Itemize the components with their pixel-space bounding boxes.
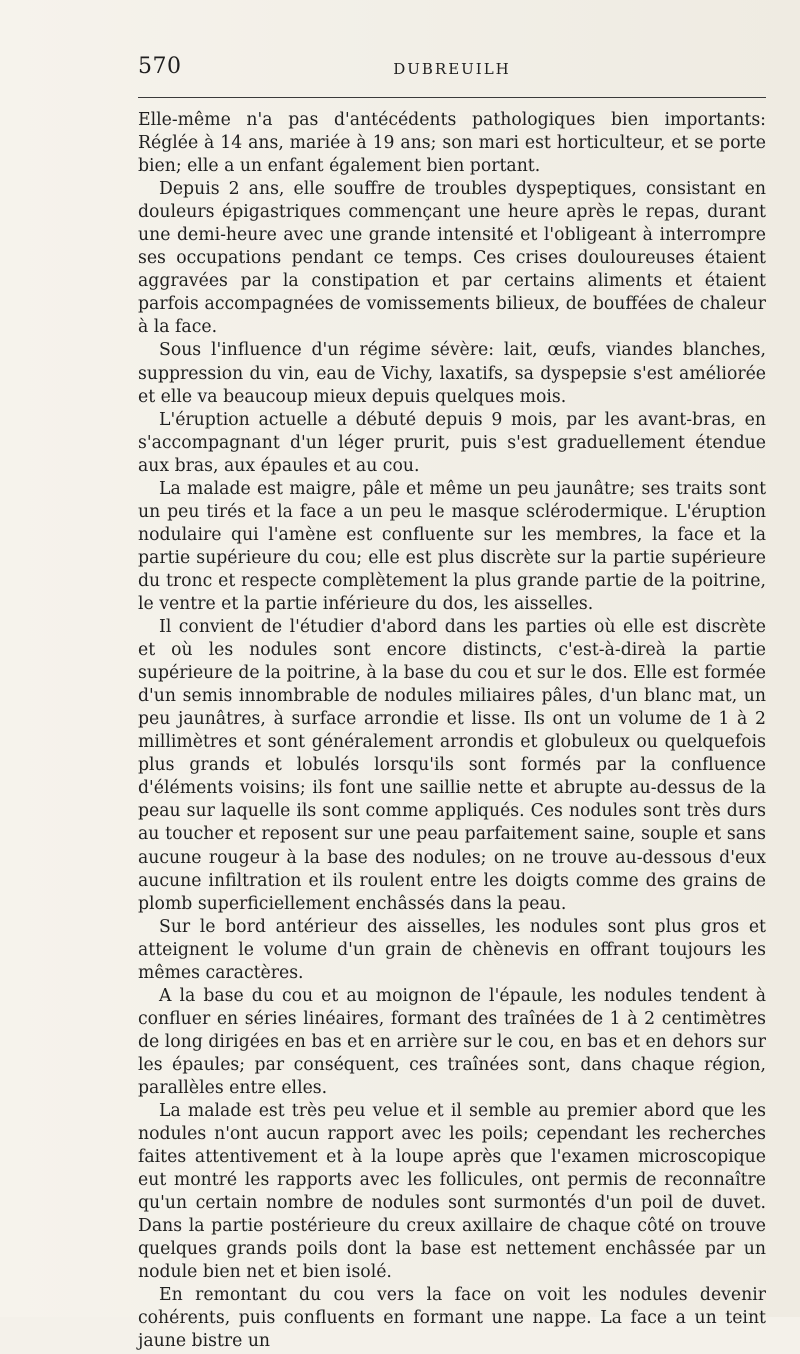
running-head: DUBREUILH (393, 60, 511, 78)
paragraph: En remontant du cou vers la face on voit les nodules devenir cohérents, puis confluents en formant une nappe. La face a un teint jaune bistre un (138, 1285, 766, 1352)
header-rule (138, 97, 766, 98)
page-number: 570 (138, 54, 182, 79)
paragraph: Il convient de l'étudier d'abord dans les parties où elle est discrète et où les nodules sont encore distincts, c'est-à-direà la partie supérieure de la poitrine, à la base du cou et sur le dos. Elle est formée d'un semis innombrable de nodules miliaires pâles, d'un blanc mat, un peu jaunâtres, à surface arrondie et lisse. Ils ont un volume de 1 à 2 millimètres et sont généralement arrondis et globuleux ou quelquefois plus grands et lobulés lorsqu'ils sont formés par la confluence d'éléments voisins; ils font une saillie nette et abrupte au-dessus de la peau sur laquelle ils sont comme appliqués. Ces nodules sont très durs au toucher et reposent sur une peau parfaitement saine, souple et sans aucune rougeur à la base des nodules; on ne trouve au-dessous d'eux aucune infiltration et ils roulent entre les doigts comme des grains de plomb superficiellement enchâssés dans la peau. (138, 617, 766, 914)
paragraph: La malade est maigre, pâle et même un peu jaunâtre; ses traits sont un peu tirés et la face a un peu le masque sclérodermique. L'éruption nodulaire qui l'amène est confluente sur les membres, la face et la partie supérieure du cou; elle est plus discrète sur la partie supérieure du tronc et respecte complètement la plus grande partie de la poitrine, le ventre et la partie inférieure du dos, les aisselles. (138, 478, 766, 614)
paragraph: Elle-même n'a pas d'antécédents pathologiques bien importants: Réglée à 14 ans, mariée à 19 ans; son mari est horticulteur, et se porte bien; elle a un enfant également bien portant. (138, 110, 766, 177)
paragraph: Depuis 2 ans, elle souffre de troubles dyspeptiques, consistant en douleurs épigastriques commençant une heure après le repas, durant une demi-heure avec une grande intensité et l'obligeant à interrompre ses occupations pendant ce temps. Ces crises douloureuses étaient aggravées par la constipation et par certains aliments et étaient parfois accompagnées de vomissements bilieux, de bouffées de chaleur à la face. (138, 179, 766, 338)
paragraph: Sur le bord antérieur des aisselles, les nodules sont plus gros et atteignent le volume d'un grain de chènevis en offrant toujours les mêmes caractères. (138, 916, 766, 983)
page-header (138, 54, 766, 86)
paragraph: A la base du cou et au moignon de l'épaule, les nodules tendent à confluer en séries linéaires, formant des traînées de 1 à 2 centimètres de long dirigées en bas et en arrière sur le cou, en bas et en dehors sur les épaules; par conséquent, ces traînées sont, dans chaque région, parallèles entre elles. (138, 985, 766, 1098)
paragraph: La malade est très peu velue et il semble au premier abord que les nodules n'ont aucun rapport avec les poils; cependant les recherches faites attentivement et à la loupe après que l'examen microscopique eut montré les rapports avec les follicules, ont permis de reconnaître qu'un certain nombre de nodules sont surmontés d'un poil de duvet. Dans la partie postérieure du creux axillaire de chaque côté on trouve quelques grands poils dont la base est nettement enchâssée par un nodule bien net et bien isolé. (138, 1101, 766, 1283)
body-text (138, 109, 766, 1354)
paragraph: Sous l'influence d'un régime sévère: lait, œufs, viandes blanches, suppression du vin, eau de Vichy, laxatifs, sa dyspepsie s'est améliorée et elle va beaucoup mieux depuis quelques mois. (138, 340, 766, 407)
paragraph: L'éruption actuelle a débuté depuis 9 mois, par les avant-bras, en s'accompagnant d'un léger prurit, puis s'est graduellement étendue aux bras, aux épaules et au cou. (138, 409, 766, 476)
